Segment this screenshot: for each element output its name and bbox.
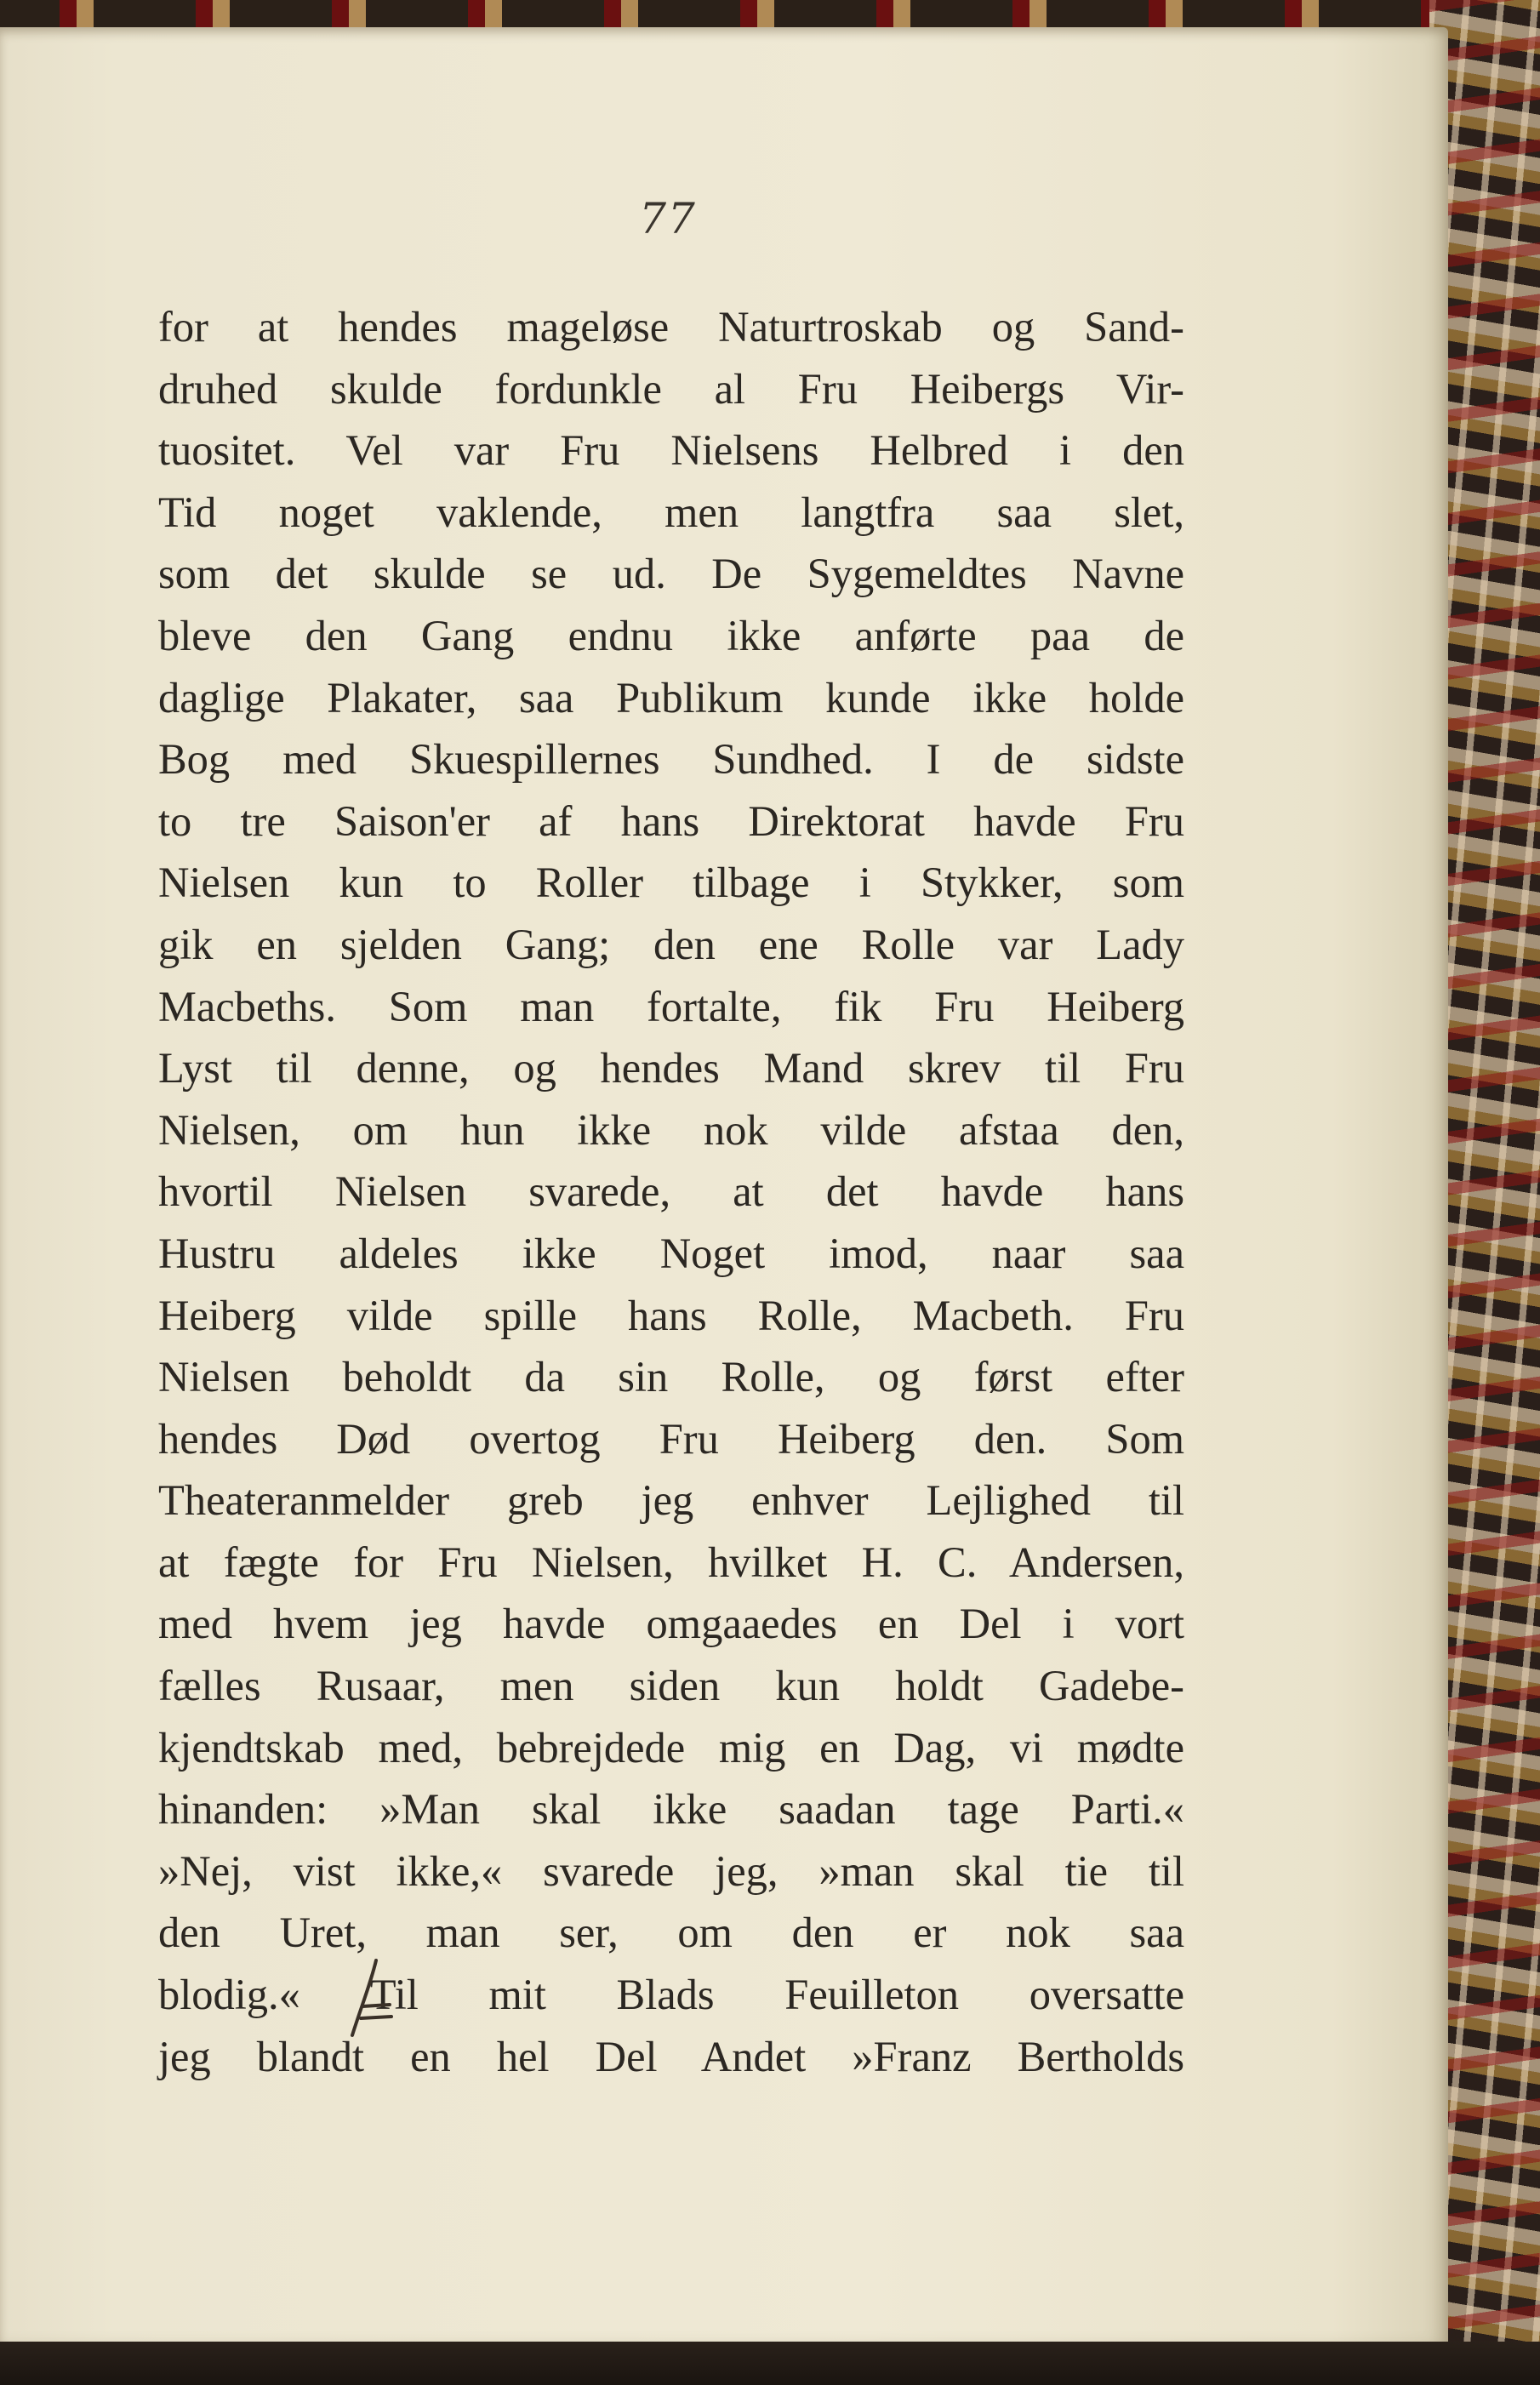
text-line: Theateranmelder greb jeg enhver Lejlighed til [158, 1476, 1184, 1525]
text-line: som det skulde se ud. De Sygemeldtes Navne [158, 550, 1184, 598]
text-line: hendes Død overtog Fru Heiberg den. Som [158, 1414, 1184, 1463]
text-line: daglige Plakater, saa Publikum kunde ikke holde [158, 673, 1184, 722]
text-line: kjendtskab med, bebrejdede mig en Dag, vi mødte [158, 1723, 1184, 1772]
handwritten-mark-icon [342, 1957, 393, 2042]
text-line: druhed skulde fordunkle al Fru Heibergs Vir- [158, 364, 1184, 413]
text-line: hvortil Nielsen svarede, at det havde hans [158, 1167, 1184, 1216]
text-line: Hustru aldeles ikke Noget imod, naar saa [158, 1229, 1184, 1277]
text-line: Tid noget vaklende, men langtfra saa slet, [158, 488, 1184, 536]
text-line: bleve den Gang endnu ikke anførte paa de [158, 611, 1184, 659]
text-line: gik en sjelden Gang; den ene Rolle var Lady [158, 920, 1184, 968]
text-line: fælles Rusaar, men siden kun holdt Gadebe- [158, 1662, 1184, 1710]
text-line: blodig.« Til mit Blads Feuilleton oversatte [158, 1971, 1184, 2019]
text-line: hinanden: »Man skal ikke saadan tage Parti.« [158, 1785, 1184, 1834]
page-number: 77 [639, 194, 697, 243]
text-line: Heiberg vilde spille hans Rolle, Macbeth. Fru [158, 1291, 1184, 1339]
text-line: den Uret, man ser, om den er nok saa [158, 1909, 1184, 1957]
text-line: for at hendes mageløse Naturtroskab og Sand- [158, 303, 1184, 351]
text-line: tuositet. Vel var Fru Nielsens Helbred i den [158, 426, 1184, 475]
text-line: Lyst til denne, og hendes Mand skrev til Fru [158, 1044, 1184, 1093]
text-line: Nielsen beholdt da sin Rolle, og først efter [158, 1353, 1184, 1401]
text-line: Nielsen kun to Roller tilbage i Stykker, som [158, 859, 1184, 907]
text-line: med hvem jeg havde omgaaedes en Del i vort [158, 1600, 1184, 1648]
text-line: Bog med Skuespillernes Sundhed. I de sidste [158, 735, 1184, 784]
text-line: »Nej, vist ikke,« svarede jeg, »man skal tie til [158, 1846, 1184, 1895]
text-line: to tre Saison'er af hans Direktorat havde Fru [158, 796, 1184, 845]
text-line: Nielsen, om hun ikke nok vilde afstaa den, [158, 1105, 1184, 1154]
page-leaf [0, 27, 1448, 2348]
book-bottom-edge [0, 2342, 1540, 2385]
text-line: at fægte for Fru Nielsen, hvilket H. C. Andersen, [158, 1538, 1184, 1586]
text-line: jeg blandt en hel Del Andet »Franz Bertholds [158, 2032, 1184, 2080]
text-line: Macbeths. Som man fortalte, fik Fru Heiberg [158, 982, 1184, 1030]
body-text [158, 296, 1184, 2087]
